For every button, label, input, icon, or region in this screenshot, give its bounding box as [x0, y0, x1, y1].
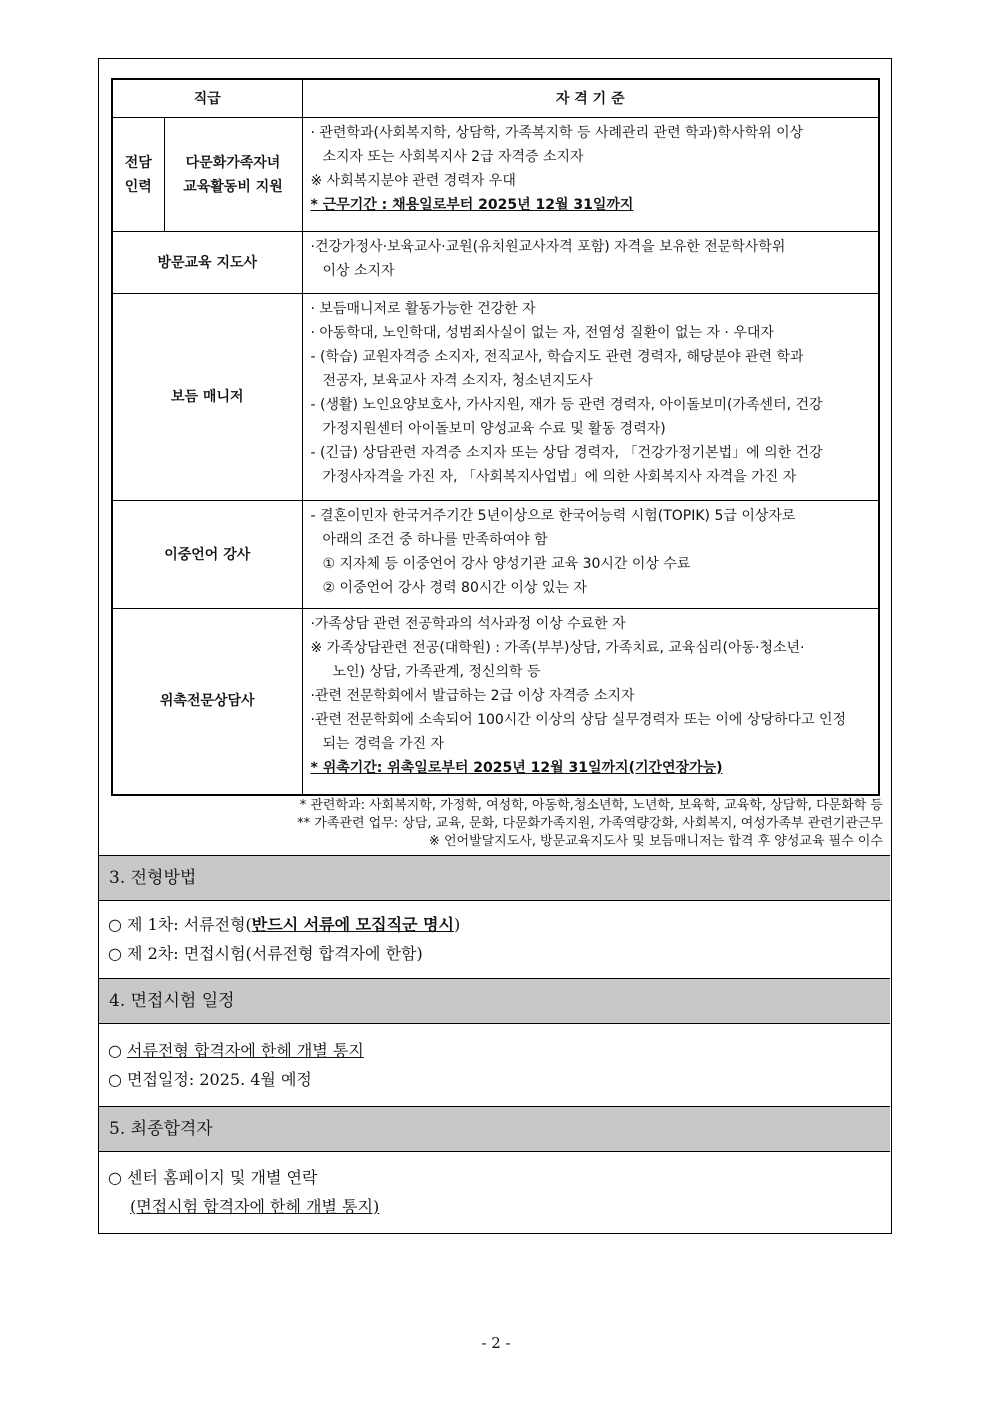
item-text: )	[453, 915, 461, 934]
footnotes	[297, 797, 883, 851]
criteria-line: 가정지원센터 아이돌보미 양성교육 수료 및 활동 경력자)	[322, 421, 666, 437]
criteria-line: ※ 가족상담관련 전공(대학원) : 가족(부부)상담, 가족치료, 교육심리(아동·청소년·	[310, 640, 805, 656]
section-5-body	[99, 1163, 890, 1221]
item-emphasis: 반드시 서류에 모집직군 명시	[251, 915, 454, 934]
header-criteria: 자 격 기 준	[302, 79, 879, 118]
criteria-line: 이상 소지자	[322, 263, 395, 279]
page-number: - 2 -	[481, 1334, 511, 1352]
row-label: 위촉전문상담사	[112, 609, 302, 795]
item-text: ○ 제 1차: 서류전형(	[108, 915, 252, 934]
criteria-line: 아래의 조건 중 하나를 만족하여야 함	[322, 532, 548, 548]
list-item	[108, 1036, 890, 1065]
work-period: * 근무기간 : 채용일로부터 2025년 12월 31일까지	[310, 197, 634, 213]
criteria-cell	[302, 501, 879, 609]
item-text: ○	[108, 1041, 128, 1060]
criteria-line: - 결혼이민자 한국거주기간 5년이상으로 한국어능력 시험(TOPIK) 5급 이상자로	[310, 508, 796, 524]
row-group-label: 전담 인력	[112, 118, 164, 232]
criteria-line: ② 이중언어 강사 경력 80시간 이상 있는 자	[322, 580, 587, 596]
commission-period: * 위촉기간: 위촉일로부터 2025년 12월 31일까지(기간연장가능)	[310, 760, 723, 776]
document-frame	[98, 58, 892, 1234]
section-4-heading: 4. 면접시험 일정	[99, 978, 890, 1024]
header-rank: 직급	[112, 79, 302, 118]
criteria-line: ·관련 전문학회에 소속되어 100시간 이상의 상담 실무경력자 또는 이에 상당하다고 인정	[310, 712, 846, 728]
row-label: 방문교육 지도사	[112, 232, 302, 294]
criteria-line: 가정사자격을 가진 자, 「사회복지사업법」에 의한 사회복지사 자격을 가진 자	[322, 469, 797, 485]
criteria-line: - (긴급) 상담관련 자격증 소지자 또는 상담 경력자, 「건강가정기본법」에 의한 건강	[310, 445, 823, 461]
section-3-heading: 3. 전형방법	[99, 855, 890, 901]
criteria-line: · 보듬매니저로 활동가능한 건강한 자	[310, 301, 536, 317]
item-underlined: 서류전형 합격자에 한헤 개별 통지	[127, 1041, 364, 1060]
list-item: ○ 제 2차: 면접시험(서류전형 합격자에 한함)	[108, 944, 423, 963]
table-row	[112, 294, 879, 501]
criteria-line: - (학습) 교원자격증 소지자, 전직교사, 학습지도 관련 경력자, 해당분야 관련 학과	[310, 349, 804, 365]
table-row	[112, 118, 879, 232]
criteria-line: - (생활) 노인요양보호사, 가사지원, 재가 등 관련 경력자, 아이돌보미(가족센터, 건강	[310, 397, 823, 413]
row-label: 이중언어 강사	[112, 501, 302, 609]
table-row	[112, 609, 879, 795]
section-5-heading: 5. 최종합격자	[99, 1106, 890, 1152]
footnote: ** 가족관련 업무: 상담, 교육, 문화, 다문화가족지원, 가족역량강화, 사회복지, 여성가족부 관련기관근무	[297, 816, 883, 831]
table-row	[112, 501, 879, 609]
list-item: ○ 면접일정: 2025. 4월 예정	[108, 1070, 312, 1089]
footnote: ※ 언어발달지도사, 방문교육지도사 및 보듬매니저는 합격 후 양성교육 필수 이수	[428, 834, 883, 849]
table-header-row	[112, 79, 879, 118]
criteria-line: ·가족상담 관련 전공학과의 석사과정 이상 수료한 자	[310, 616, 626, 632]
table-row	[112, 232, 879, 294]
list-item: ○ 센터 홈페이지 및 개별 연락	[108, 1168, 318, 1187]
criteria-line: 되는 경력을 가진 자	[322, 736, 445, 752]
criteria-line: · 관련학과(사회복지학, 상담학, 가족복지학 등 사례관리 관련 학과)학사학위 이상	[310, 125, 804, 141]
criteria-line: ※ 사회복지분야 관련 경력자 우대	[310, 173, 516, 189]
row-sub-label: 다문화가족자녀 교육활동비 지원	[164, 118, 302, 232]
criteria-line: 노인) 상담, 가족관계, 정신의학 등	[332, 664, 541, 680]
criteria-line: ·관련 전문학회에서 발급하는 2급 이상 자격증 소지자	[310, 688, 635, 704]
item-underlined: (면접시험 합격자에 한헤 개별 통지)	[130, 1197, 380, 1216]
qualification-table	[111, 78, 880, 796]
list-item	[108, 910, 890, 939]
criteria-line: 전공자, 보육교사 자격 소지자, 청소년지도사	[322, 373, 593, 389]
criteria-cell	[302, 232, 879, 294]
row-label: 보듬 매니저	[112, 294, 302, 501]
section-3-body	[99, 910, 890, 968]
criteria-line: 소지자 또는 사회복지사 2급 자격증 소지자	[322, 149, 584, 165]
criteria-cell	[302, 118, 879, 232]
section-4-body	[99, 1036, 890, 1094]
criteria-line: ① 지자체 등 이중언어 강사 양성기관 교육 30시간 이상 수료	[322, 556, 691, 572]
criteria-line: · 아동학대, 노인학대, 성범죄사실이 없는 자, 전염성 질환이 없는 자 · 우대자	[310, 325, 774, 341]
criteria-cell	[302, 609, 879, 795]
criteria-cell	[302, 294, 879, 501]
criteria-line: ·건강가정사·보육교사·교원(유치원교사자격 포함) 자격을 보유한 전문학사학위	[310, 239, 786, 255]
list-item	[108, 1192, 890, 1221]
footnote: * 관련학과: 사회복지학, 가정학, 여성학, 아동학,청소년학, 노년학, 보육학, 교육학, 상담학, 다문화학 등	[299, 798, 883, 813]
